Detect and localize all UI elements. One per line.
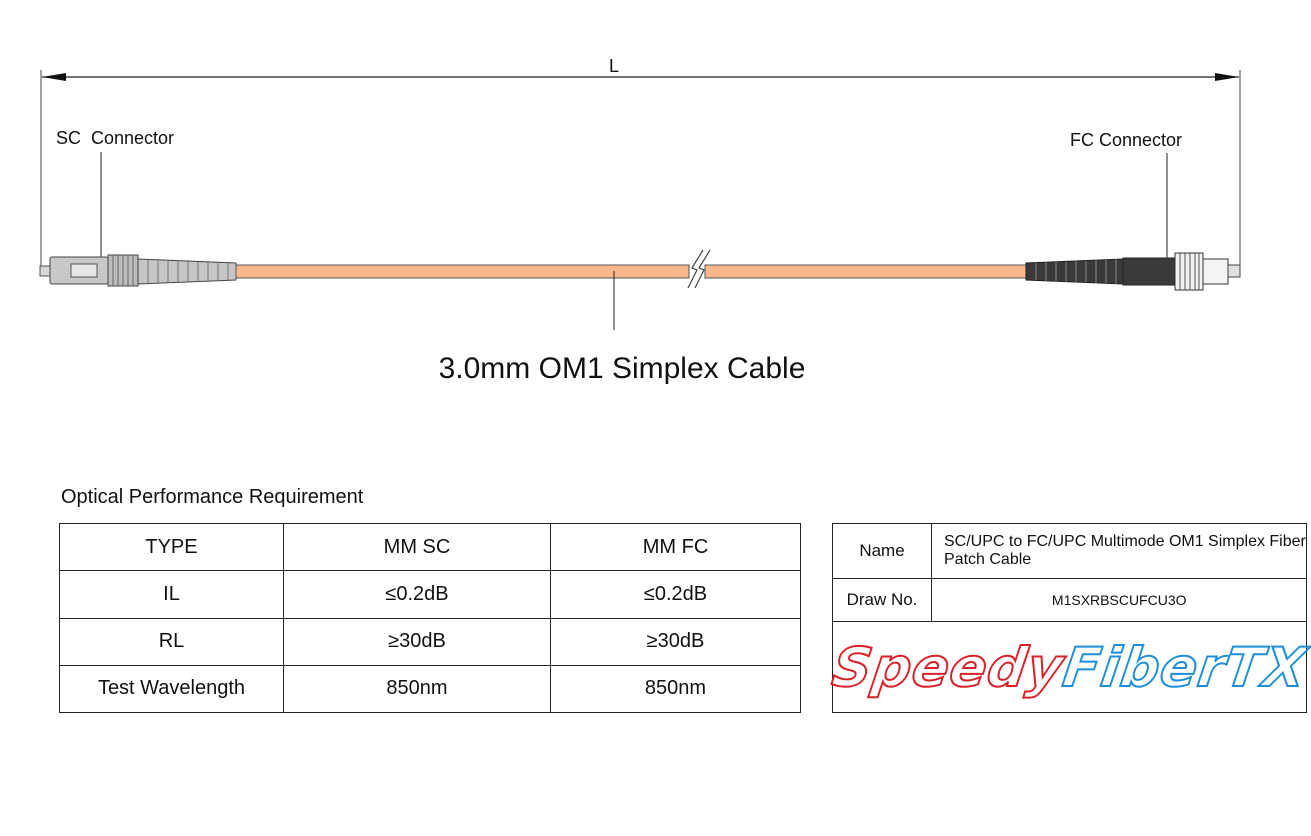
table-cell: RL [60,618,284,665]
draw-no-label: Draw No. [833,579,932,622]
title-block [828,523,1311,713]
sc-latch [71,264,97,277]
dimension-arrow-left [42,73,66,81]
sc-connector [40,255,236,286]
table-row [60,571,801,618]
logo-row [833,622,1307,713]
name-value: SC/UPC to FC/UPC Multimode OM1 Simplex Fiber Patch Cable [932,524,1307,579]
cable-segment-left [236,265,689,278]
cable-segment-right [705,265,1026,278]
logo-part-speedy: Speedy [828,635,1069,699]
table-row [60,665,801,712]
sc-boot [138,259,236,284]
dimension-arrow-right [1215,73,1239,81]
header-mm-sc: MM SC [284,524,551,571]
fc-ferrule [1228,265,1240,277]
performance-table [59,523,801,713]
table-row [60,618,801,665]
cable-drawing [0,0,1280,420]
name-row [833,524,1307,579]
fc-connector [1026,253,1240,290]
logo-cell [828,622,1311,713]
performance-title: Optical Performance Requirement [61,486,364,508]
header-type: TYPE [60,524,284,571]
draw-no-value: M1SXRBSCUFCU3O [932,579,1307,622]
table-cell: ≥30dB [284,618,551,665]
table-cell: 850nm [551,665,801,712]
sc-ferrule [40,266,50,276]
fc-nose [1203,259,1228,284]
fc-boot [1026,259,1123,284]
sc-connector-label: SC Connector [56,128,175,148]
brand-logo [829,636,1311,699]
cable-label: 3.0mm OM1 Simplex Cable [438,352,806,385]
fc-body [1123,258,1175,285]
table-cell: ≥30dB [551,618,801,665]
table-header-row [60,524,801,571]
header-mm-fc: MM FC [551,524,801,571]
name-label: Name [833,524,932,579]
logo-part-fibertx: FiberTX [1059,635,1311,699]
table-cell: ≤0.2dB [284,571,551,618]
table-cell: 850nm [284,665,551,712]
fc-connector-label: FC Connector [1070,130,1183,150]
draw-no-row [833,579,1307,622]
length-label: L [608,56,620,76]
table-cell: Test Wavelength [60,665,284,712]
table-cell: ≤0.2dB [551,571,801,618]
table-cell: IL [60,571,284,618]
